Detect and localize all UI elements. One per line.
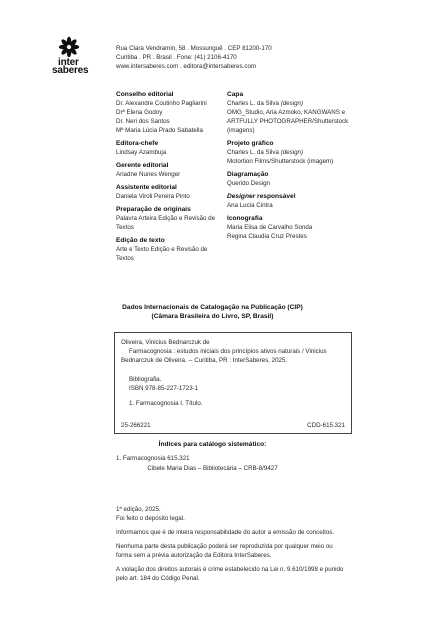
reproduction-note: Nenhuma parte desta publicação poderá ser reproduzida por qualquer meio ou — [116, 543, 333, 550]
credit-heading: Diagramação — [227, 171, 269, 178]
reproduction-note: forma sem a prévia autorização da Editora InterSaberes. — [116, 552, 272, 559]
publisher-address — [116, 44, 376, 71]
cip-title: Dados Internacionais de Catalogação na Publicação (CIP) — [122, 304, 303, 311]
credit-line: Textos — [116, 224, 134, 231]
credit-heading: Assistente editorial — [116, 184, 177, 191]
credit-line — [227, 99, 377, 108]
responsibility-note: Informamos que é de inteira responsabilidade do autor a emissão de conceitos. — [116, 529, 335, 536]
logo-text-inter: inter — [58, 57, 79, 68]
credit-block — [116, 183, 231, 201]
credit-line: Ariadne Nunes Wenger — [116, 171, 181, 178]
credit-heading: Edição de texto — [116, 237, 165, 244]
credit-line: Maria Elisa de Carvalho Sonda — [227, 224, 313, 231]
credit-role: (design) — [280, 149, 304, 156]
credit-block — [116, 236, 231, 263]
credit-line: Dr. Alexandre Coutinho Pagliarini — [116, 100, 207, 107]
credit-role: (design) — [280, 100, 304, 107]
credit-heading-italic: Designer — [227, 193, 256, 200]
credit-heading: Editora-chefe — [116, 140, 159, 147]
publisher-logo — [52, 36, 102, 76]
cip-record-box — [114, 332, 352, 434]
credit-line: Arte e Texto Edição e Revisão de — [116, 246, 208, 253]
credit-line: Regina Claudia Cruz Prestes — [227, 233, 307, 240]
credit-line: Querido Design — [227, 180, 270, 187]
cip-header — [90, 303, 335, 321]
credit-block — [227, 90, 377, 135]
credit-heading: Conselho editorial — [116, 91, 174, 98]
credit-line — [227, 148, 377, 157]
credit-block — [227, 170, 377, 188]
credit-heading: Projeto gráfico — [227, 140, 274, 147]
cip-description — [121, 347, 347, 365]
credit-line: Textos — [116, 255, 134, 262]
legal-notes — [116, 505, 416, 583]
credit-heading-rest: responsável — [255, 193, 296, 200]
credit-line: Ana Lucia Cintra — [227, 202, 273, 209]
credit-block — [116, 139, 231, 157]
cip-isbn: ISBN 978-85-227-1723-1 — [129, 385, 199, 392]
credits-left-column — [116, 90, 231, 263]
flower-logo-icon — [58, 36, 80, 58]
credit-block — [116, 90, 231, 135]
credit-line: Dr. Neri dos Santos — [116, 118, 170, 125]
cip-subject: 1. Farmacognosia I. Título. — [129, 400, 203, 407]
deposit-note: Foi feito o depósito legal. — [116, 515, 185, 522]
credit-block — [116, 205, 231, 232]
law-note: pelo art. 184 do Código Penal. — [116, 575, 200, 582]
address-line: Rua Clara Vendramin, 58 . Mossunguê . CEP 81200-170 — [116, 45, 272, 52]
cip-description-line: Farmacognosia : estudos iniciais dos princípios ativos naturais / Vinicius — [129, 348, 327, 355]
credit-name: Charles L. da Silva — [227, 149, 279, 156]
credit-block — [227, 214, 377, 241]
credit-heading: Capa — [227, 91, 244, 98]
index-title — [90, 440, 335, 449]
credit-line: Drª Elena Godoy — [116, 109, 163, 116]
index-heading: Índices para catálogo sistemático: — [158, 441, 267, 448]
credit-line: Daniela Viroli Pereira Pinto — [116, 193, 190, 200]
credit-line: Lindsay Azambuja — [116, 149, 167, 156]
logo-text-saberes: saberes — [52, 65, 89, 76]
cip-description-line: Bednarczuk de Oliveira. -- Curitiba, PR : InterSaberes, 2025. — [121, 357, 288, 364]
cip-code-left: 25-266221 — [121, 422, 151, 429]
credit-block — [116, 161, 231, 179]
edition-note: 1ª edição, 2025. — [116, 506, 161, 513]
credit-line: ARTFULLY PHOTOGRAPHER/Shutterstock — [227, 118, 349, 125]
credit-line: Palavra Arteira Edição e Revisão de — [116, 215, 216, 222]
cip-code-right: CDD-615.321 — [307, 422, 345, 429]
credit-line: (imagens) — [227, 127, 255, 134]
address-line: www.intersaberes.com . editora@intersaberes.com — [116, 63, 257, 70]
credit-line: Mª Maria Lúcia Prado Sabatella — [116, 127, 203, 134]
credit-heading — [227, 192, 377, 201]
librarian-credit: Cibele Maria Dias – Bibliotecária – CRB-8/9427 — [147, 465, 278, 472]
credit-line: OMG_Studio, Aria Azmoko, KANGWANS e — [227, 109, 346, 116]
index-item: 1. Farmacognosia 615.321 — [116, 455, 190, 462]
cip-author: Oliveira, Vinicius Bednarczuk de — [121, 339, 210, 346]
credit-heading: Iconografia — [227, 215, 263, 222]
address-line: Curitiba . PR . Brasil . Fone: (41) 2106-4170 — [116, 54, 237, 61]
cip-bibliography: Bibliografia. — [129, 376, 162, 383]
law-note: A violação dos direitos autorais é crime estabelecido na Lei n. 9.610/1998 e punido — [116, 566, 344, 573]
cip-subtitle: (Câmara Brasileira do Livro, SP, Brasil) — [151, 313, 274, 320]
credits-right-column — [227, 90, 377, 241]
credit-heading: Gerente editorial — [116, 162, 169, 169]
credit-block — [227, 192, 377, 210]
credit-heading: Preparação de originais — [116, 206, 191, 213]
credit-name: Charles L. da Silva — [227, 100, 279, 107]
credit-line: Motortion Films/Shutterstock (imagem) — [227, 158, 334, 165]
credit-block — [227, 139, 377, 166]
